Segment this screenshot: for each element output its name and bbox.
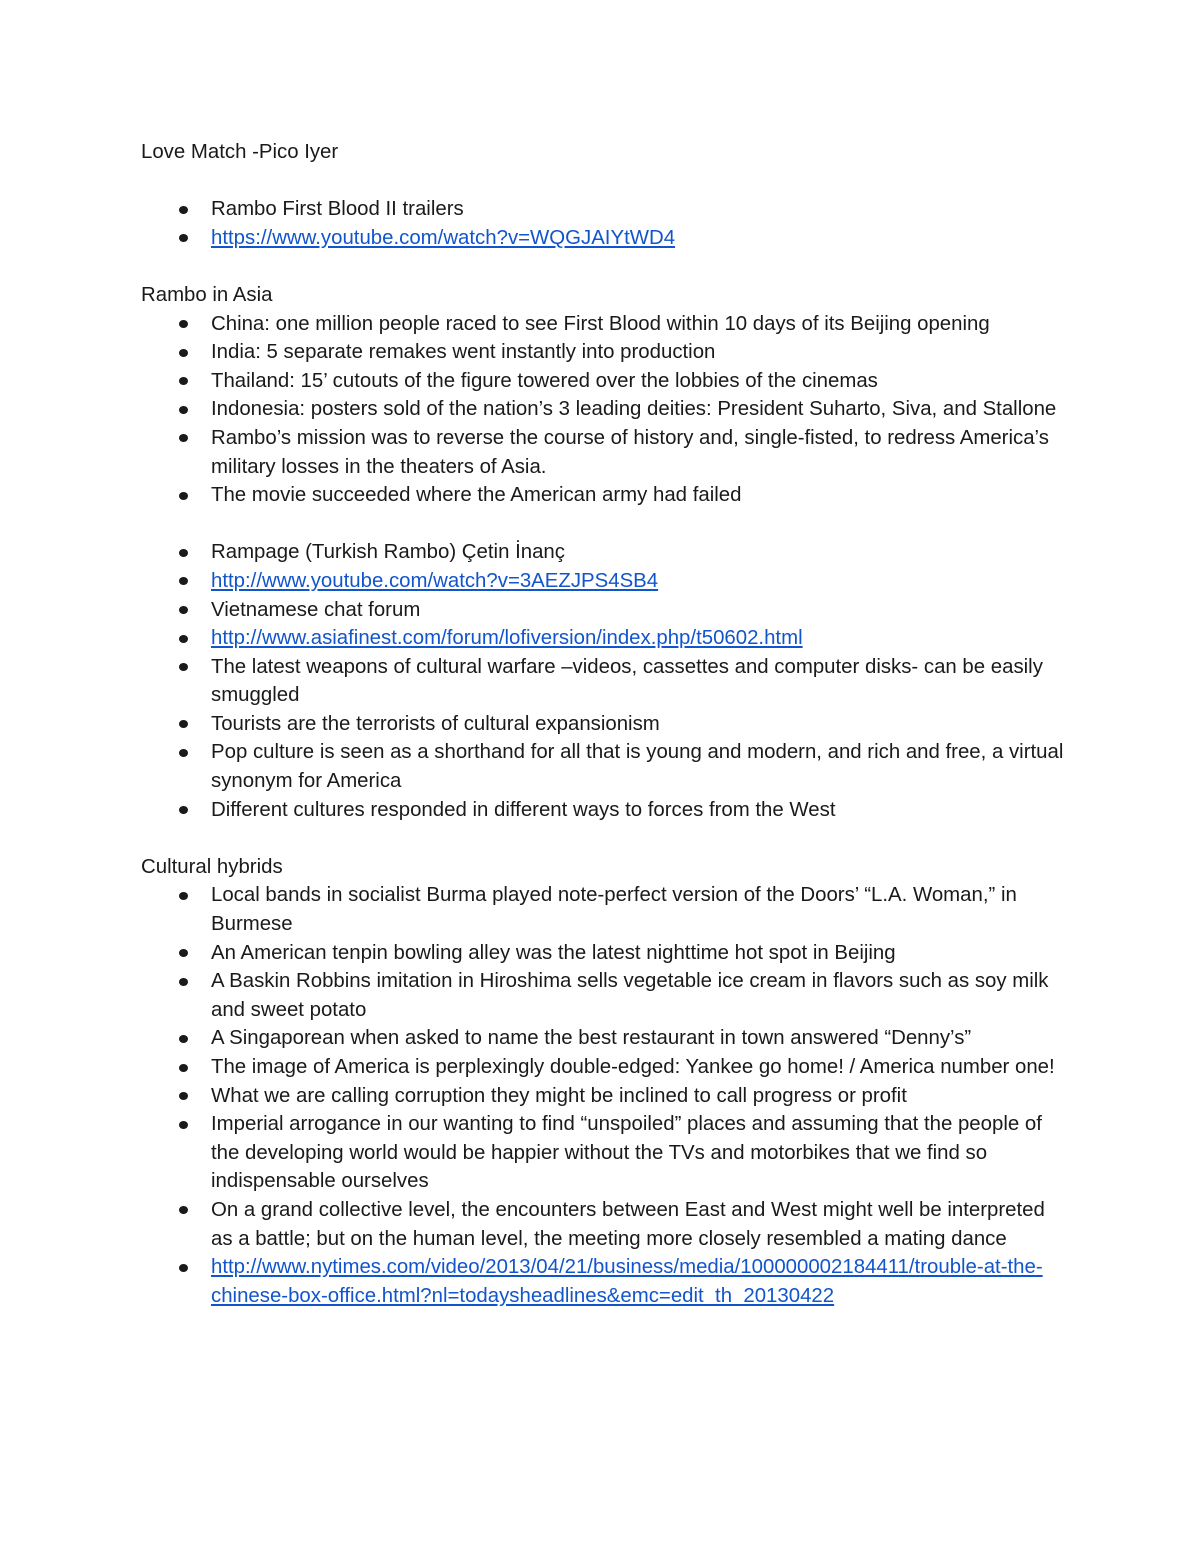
bullet-icon	[179, 635, 188, 643]
list-item-text: An American tenpin bowling alley was the latest nighttime hot spot in Beijing	[211, 941, 896, 964]
asiafinest-forum-link[interactable]: http://www.asiafinest.com/forum/lofiversion/index.php/t50602.html	[211, 627, 803, 650]
cultural-hybrids-list	[141, 881, 1071, 1310]
list-item-text: India: 5 separate remakes went instantly into production	[211, 341, 716, 364]
list-item	[141, 1253, 1071, 1310]
blank-line	[141, 167, 1071, 196]
bullet-icon	[179, 720, 188, 728]
list-item	[141, 967, 1071, 1024]
nytimes-video-link[interactable]: http://www.nytimes.com/video/2013/04/21/business/media/100000002184411/trouble-at-the-chinese-box-office.html?nl=todaysheadlines&emc=edit_th_20130422	[211, 1256, 1043, 1307]
list-item	[141, 1082, 1071, 1111]
list-item-text: Tourists are the terrorists of cultural expansionism	[211, 712, 660, 735]
list-item-text: Thailand: 15’ cutouts of the figure towered over the lobbies of the cinemas	[211, 369, 878, 392]
list-item	[141, 1024, 1071, 1053]
bullet-icon	[179, 549, 188, 557]
list-item-text: What we are calling corruption they might be inclined to call progress or profit	[211, 1084, 907, 1107]
intro-list	[141, 195, 1071, 252]
bullet-icon	[179, 1264, 188, 1272]
section-heading-rambo-in-asia: Rambo in Asia	[141, 283, 273, 306]
list-item	[141, 881, 1071, 938]
list-item	[141, 1053, 1071, 1082]
list-item-text: On a grand collective level, the encounters between East and West might well be interpreted as a battle; but on the human level, the meeting more closely resembled a mating dance	[211, 1198, 1045, 1250]
bullet-icon	[179, 949, 188, 957]
bullet-icon	[179, 806, 188, 814]
rampage-list	[141, 538, 1071, 824]
section-heading-cultural-hybrids: Cultural hybrids	[141, 855, 283, 878]
bullet-icon	[179, 206, 188, 214]
bullet-icon	[179, 234, 188, 242]
list-item-text: Imperial arrogance in our wanting to find “unspoiled” places and assuming that the people of the developing world would be happier without the TVs and motorbikes that we find so indispensable ourselves	[211, 1113, 1042, 1193]
list-item	[141, 738, 1071, 795]
list-item-text: Pop culture is seen as a shorthand for all that is young and modern, and rich and free, a virtual synonym for America	[211, 741, 1064, 793]
bullet-icon	[179, 377, 188, 385]
bullet-icon	[179, 406, 188, 414]
bullet-icon	[179, 349, 188, 357]
list-item-text: Indonesia: posters sold of the nation’s 3 leading deities: President Suharto, Siva, and Stallone	[211, 398, 1057, 421]
list-item	[141, 395, 1071, 424]
list-item-text: A Singaporean when asked to name the best restaurant in town answered “Denny’s”	[211, 1027, 972, 1050]
rambo-in-asia-list	[141, 310, 1071, 510]
list-item-text: Rampage (Turkish Rambo) Çetin İnanç	[211, 541, 565, 564]
bullet-icon	[179, 978, 188, 986]
bullet-icon	[179, 1064, 188, 1072]
list-item	[141, 796, 1071, 825]
bullet-icon	[179, 606, 188, 614]
blank-line	[141, 510, 1071, 539]
document-page	[141, 138, 1071, 1310]
list-item-text: The latest weapons of cultural warfare –videos, cassettes and computer disks- can be easily smuggled	[211, 655, 1043, 707]
list-item	[141, 367, 1071, 396]
list-item	[141, 596, 1071, 625]
bullet-icon	[179, 749, 188, 757]
list-item-text: Local bands in socialist Burma played note-perfect version of the Doors’ “L.A. Woman,” in Burmese	[211, 884, 1017, 936]
bullet-icon	[179, 1092, 188, 1100]
list-item	[141, 195, 1071, 224]
bullet-icon	[179, 492, 188, 500]
list-item	[141, 1110, 1071, 1196]
list-item-text: Rambo First Blood II trailers	[211, 198, 464, 221]
list-item-text: Rambo’s mission was to reverse the course of history and, single-fisted, to redress America’s military losses in the theaters of Asia.	[211, 426, 1049, 478]
list-item-text: The image of America is perplexingly double-edged: Yankee go home! / America number one!	[211, 1056, 1055, 1078]
list-item	[141, 481, 1071, 510]
youtube-trailer-link[interactable]: https://www.youtube.com/watch?v=WQGJAIYtWD4	[211, 226, 676, 249]
list-item	[141, 1196, 1071, 1253]
list-item	[141, 538, 1071, 567]
list-item	[141, 424, 1071, 481]
list-item	[141, 710, 1071, 739]
bullet-icon	[179, 577, 188, 585]
blank-line	[141, 824, 1071, 853]
bullet-icon	[179, 1035, 188, 1043]
list-item	[141, 624, 1071, 653]
list-item	[141, 567, 1071, 596]
bullet-icon	[179, 1121, 188, 1129]
youtube-rampage-link[interactable]: http://www.youtube.com/watch?v=3AEZJPS4SB4	[211, 569, 659, 592]
list-item	[141, 224, 1071, 253]
list-item-text: The movie succeeded where the American army had failed	[211, 484, 742, 507]
document-title: Love Match -Pico Iyer	[141, 141, 339, 163]
bullet-icon	[179, 320, 188, 328]
list-item	[141, 338, 1071, 367]
list-item-text: China: one million people raced to see First Blood within 10 days of its Beijing opening	[211, 312, 990, 335]
list-item-text: Vietnamese chat forum	[211, 598, 421, 621]
list-item	[141, 653, 1071, 710]
bullet-icon	[179, 892, 188, 900]
list-item-text: A Baskin Robbins imitation in Hiroshima sells vegetable ice cream in flavors such as soy milk and sweet potato	[211, 970, 1049, 1021]
list-item-text: Different cultures responded in different ways to forces from the West	[211, 798, 836, 821]
blank-line	[141, 252, 1071, 281]
bullet-icon	[179, 1206, 188, 1214]
bullet-icon	[179, 434, 188, 442]
bullet-icon	[179, 663, 188, 671]
list-item	[141, 310, 1071, 339]
list-item	[141, 939, 1071, 968]
